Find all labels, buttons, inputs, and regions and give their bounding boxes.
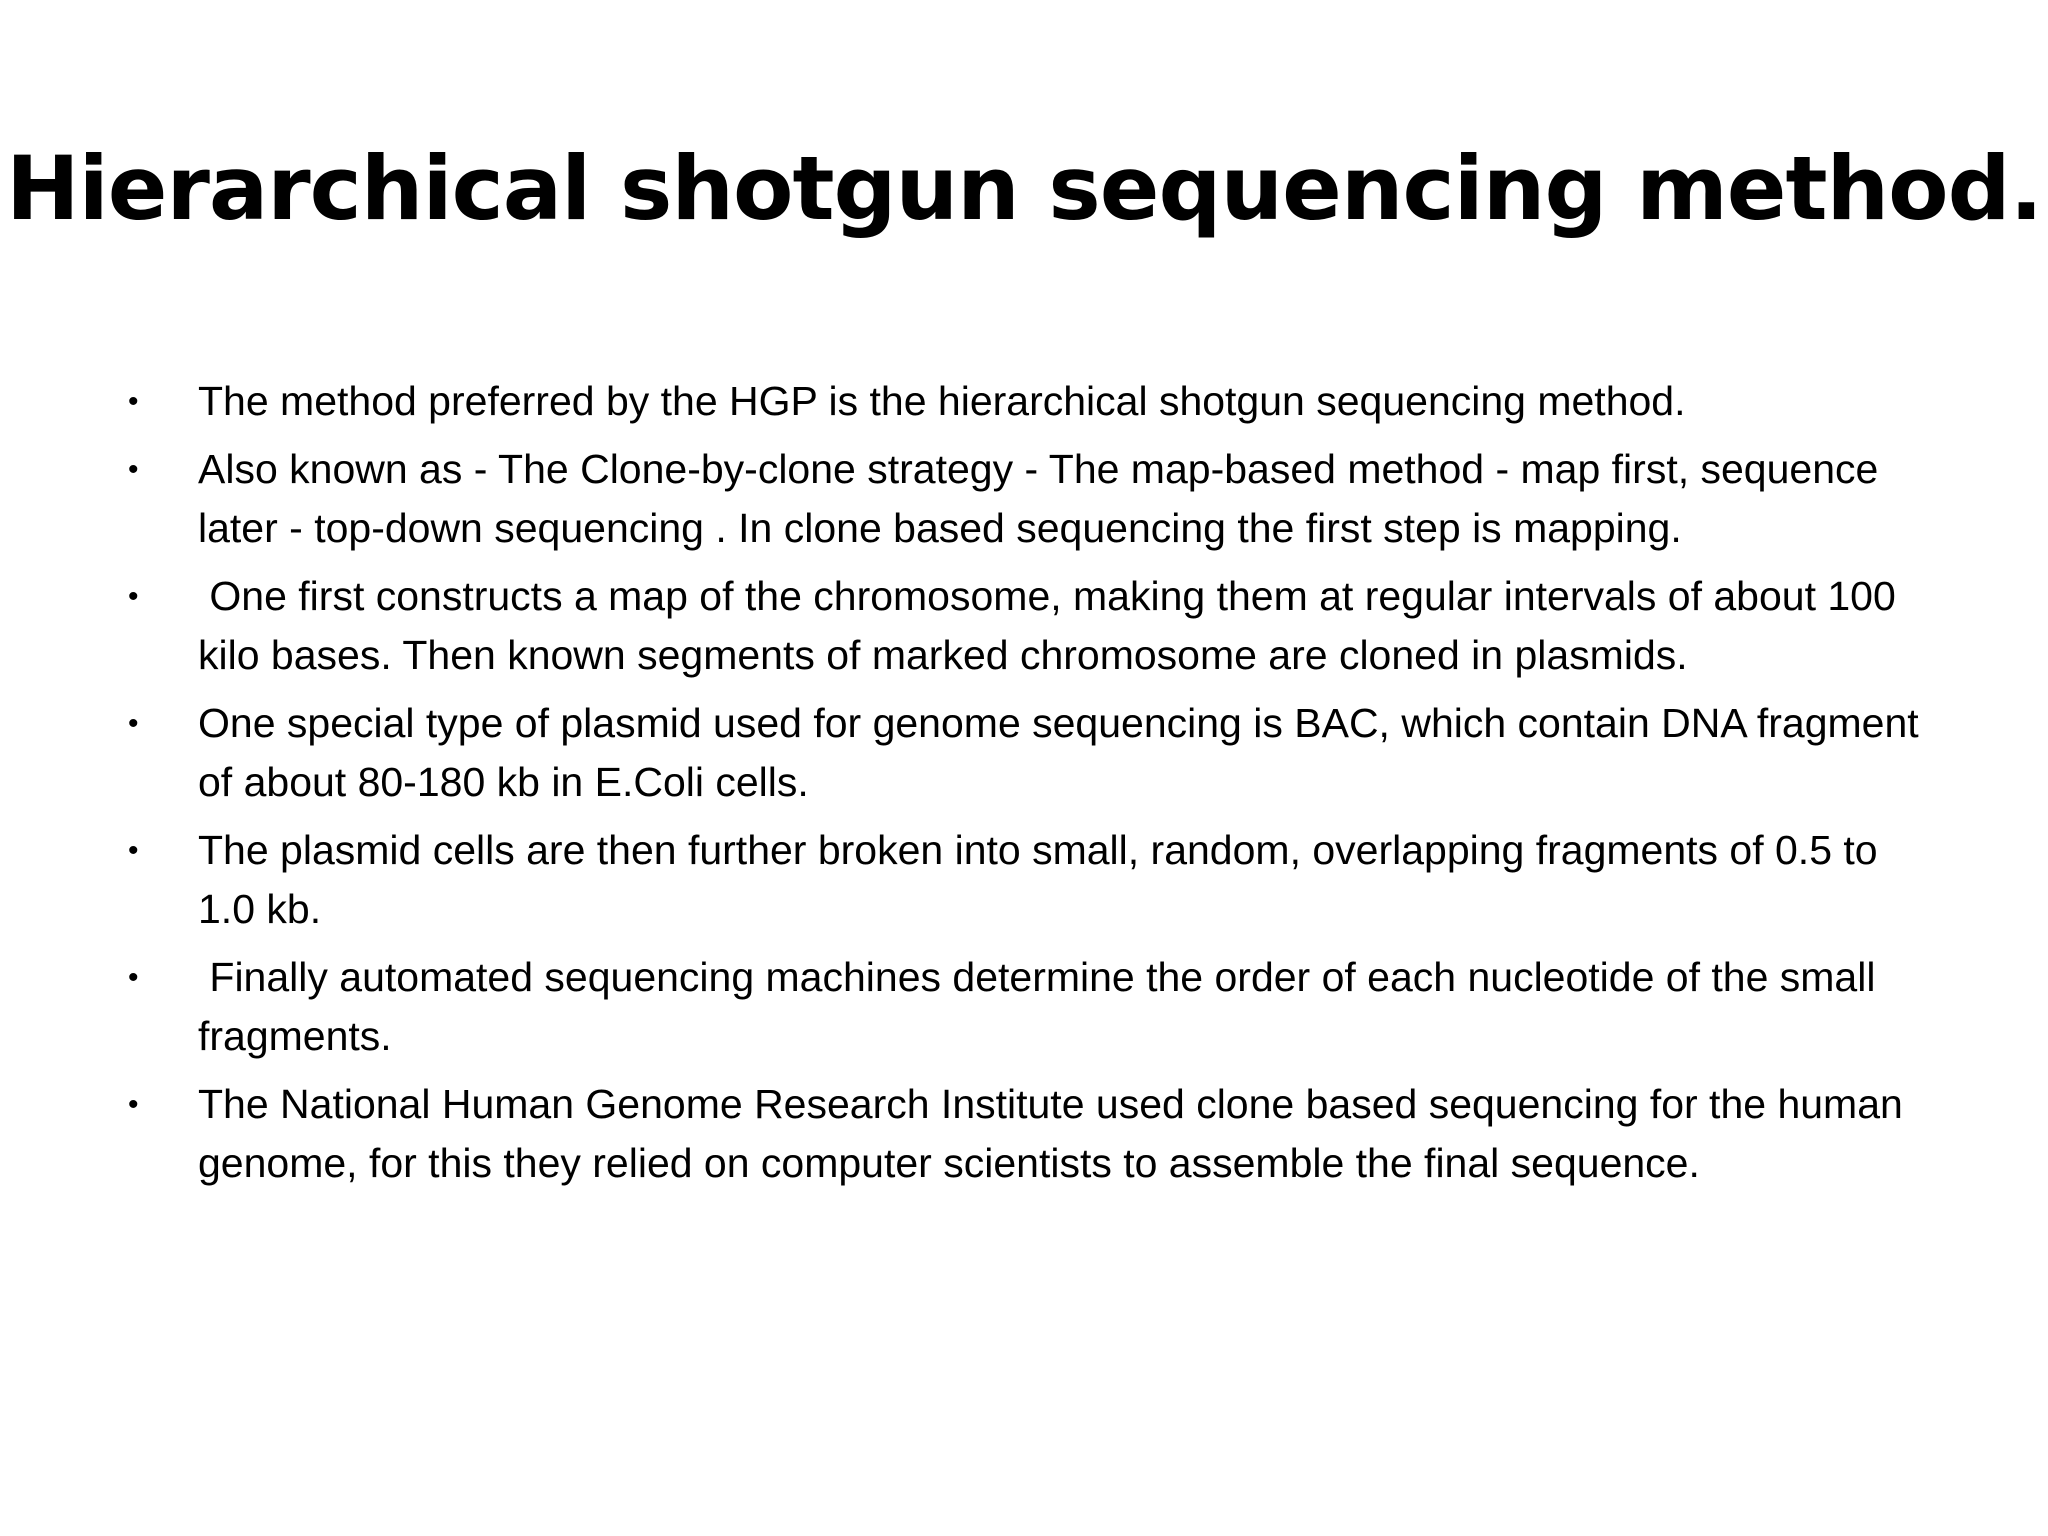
bullet-dot-icon: •	[128, 385, 139, 418]
slide-title: Hierarchical shotgun sequencing method.	[5, 137, 2043, 240]
bullet-list	[118, 372, 1938, 1202]
bullet-item	[118, 821, 1938, 939]
bullet-text: Also known as - The Clone-by-clone strategy - The map-based method - map first, sequence later - top-down sequencing . In clone based sequencing the first step is mapping.	[198, 446, 1890, 551]
bullet-dot-icon: •	[128, 961, 139, 994]
bullet-item	[118, 694, 1938, 812]
bullet-dot-icon: •	[128, 453, 139, 486]
bullet-dot-icon: •	[128, 834, 139, 867]
bullet-text: The National Human Genome Research Institute used clone based sequencing for the human genome, for this they relied on computer scientists to assemble the final sequence.	[198, 1081, 1915, 1186]
bullet-text: The method preferred by the HGP is the hierarchical shotgun sequencing method.	[198, 378, 1686, 424]
bullet-item	[118, 372, 1938, 431]
bullet-item	[118, 1075, 1938, 1193]
bullet-item	[118, 567, 1938, 685]
bullet-item	[118, 440, 1938, 558]
bullet-dot-icon: •	[128, 1088, 139, 1121]
bullet-text: The plasmid cells are then further broken into small, random, overlapping fragments of 0.5 to 1.0 kb.	[198, 827, 1889, 932]
bullet-item	[118, 948, 1938, 1066]
bullet-text: One special type of plasmid used for genome sequencing is BAC, which contain DNA fragment of about 80-180 kb in E.Coli cells.	[198, 700, 1931, 805]
bullet-text: Finally automated sequencing machines determine the order of each nucleotide of the small fragments.	[198, 954, 1887, 1059]
bullet-dot-icon: •	[128, 707, 139, 740]
bullet-text: One first constructs a map of the chromosome, making them at regular intervals of about 100 kilo bases. Then known segments of marked chromosome are cloned in plasmids.	[198, 573, 1908, 678]
bullet-dot-icon: •	[128, 580, 139, 613]
